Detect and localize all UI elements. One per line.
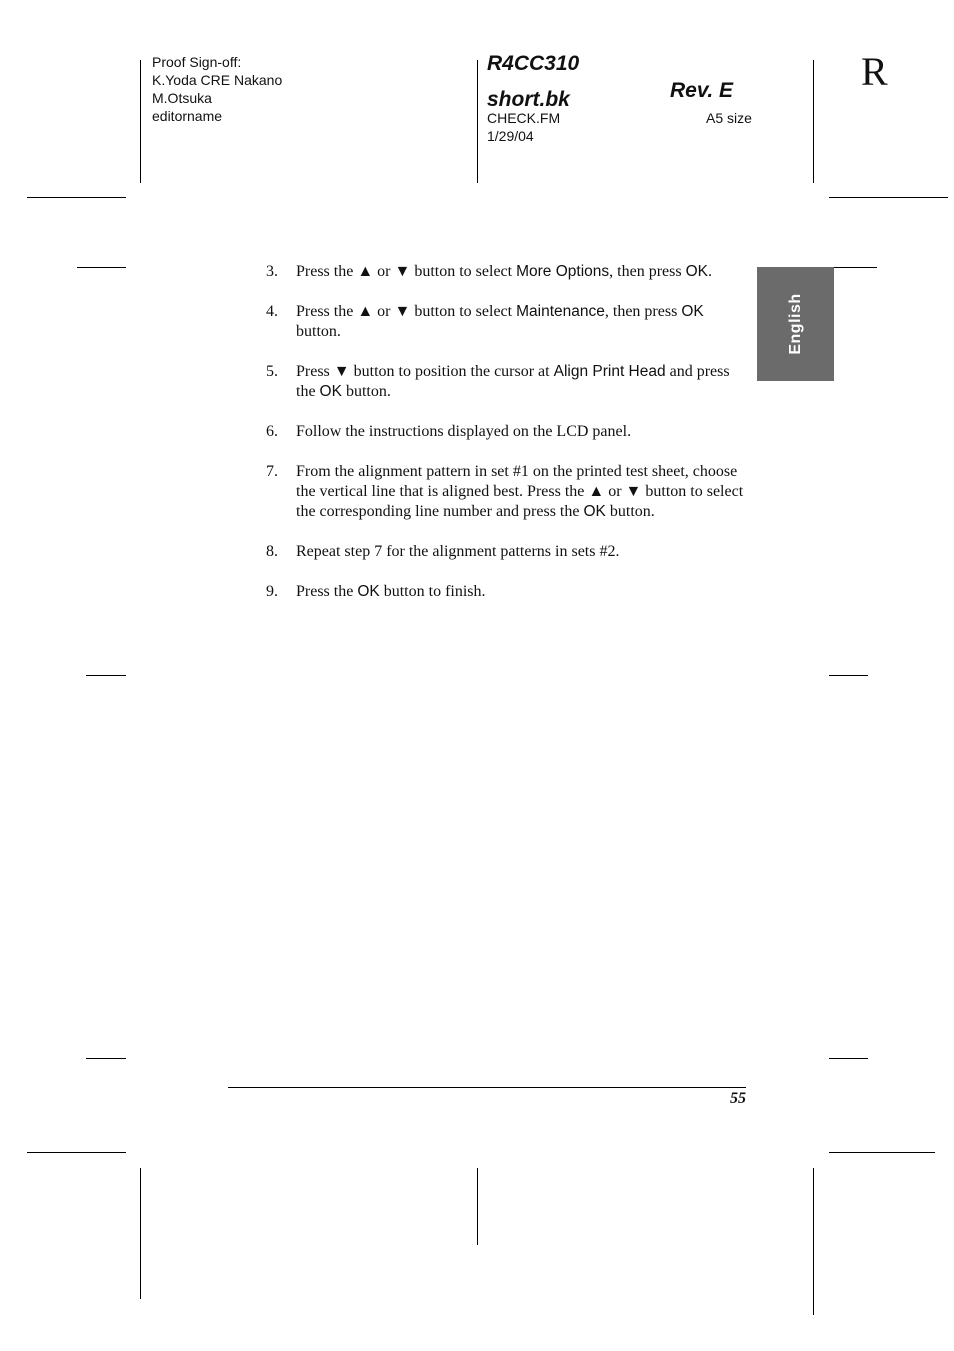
step-text-run: , then press	[604, 303, 682, 320]
up-arrow-icon: ▲	[357, 303, 374, 320]
step-text-run: Press the	[296, 303, 358, 320]
step-number: 9.	[266, 583, 278, 600]
proof-line: M.Otsuka	[152, 90, 212, 106]
step-item	[266, 422, 746, 442]
step-item	[266, 582, 746, 602]
down-arrow-icon: ▼	[394, 303, 411, 320]
crop-mark	[140, 1168, 141, 1299]
margin-mark	[77, 267, 126, 268]
proof-signoff	[152, 53, 282, 125]
step-number: 5.	[266, 363, 278, 380]
step-text	[296, 303, 704, 340]
step-text-run: or	[373, 263, 395, 280]
step-item	[266, 362, 746, 402]
margin-mark	[86, 1058, 126, 1059]
ui-label: OK	[319, 383, 342, 400]
crop-mark	[140, 60, 141, 183]
step-text-run: or	[373, 303, 395, 320]
step-text-run: button to select	[410, 303, 517, 320]
ui-label: OK	[681, 303, 704, 320]
step-text-run: button.	[296, 323, 341, 340]
ui-label: OK	[357, 583, 380, 600]
down-arrow-icon: ▼	[394, 263, 411, 280]
step-text-run: button to position the cursor at	[349, 363, 554, 380]
step-item	[266, 462, 746, 522]
step-number: 4.	[266, 303, 278, 320]
crop-mark	[813, 60, 814, 183]
step-item	[266, 262, 746, 282]
footer-rule	[228, 1087, 746, 1088]
file-date: 1/29/04	[487, 128, 534, 144]
step-text-run: .	[708, 263, 712, 280]
ui-label: More Options	[516, 263, 610, 280]
revision: Rev. E	[670, 79, 734, 102]
page-size: A5 size	[706, 110, 752, 126]
book-title	[487, 46, 579, 118]
step-text	[296, 583, 486, 600]
down-arrow-icon: ▼	[333, 363, 350, 380]
file-info	[487, 109, 560, 145]
step-text	[296, 423, 631, 440]
ui-label: Maintenance	[516, 303, 605, 320]
step-number: 3.	[266, 263, 278, 280]
step-text-run: and press the	[296, 363, 730, 400]
proof-line: editorname	[152, 108, 223, 124]
book-file: short.bk	[487, 88, 570, 111]
step-text	[296, 263, 712, 280]
step-number: 8.	[266, 543, 278, 560]
step-text-run: or	[604, 483, 626, 500]
step-text-run: Repeat step 7 for the alignment patterns in sets #2.	[296, 543, 620, 560]
step-text-run: Press the	[296, 583, 358, 600]
up-arrow-icon: ▲	[357, 263, 374, 280]
crop-mark	[829, 1152, 935, 1153]
step-text-run: Follow the instructions displayed on the LCD panel.	[296, 423, 632, 440]
step-text-run: button.	[605, 503, 655, 520]
ui-label: OK	[685, 263, 708, 280]
crop-mark	[27, 1152, 126, 1153]
down-arrow-icon: ▼	[625, 483, 642, 500]
step-text-run: , then press	[609, 263, 686, 280]
proof-line: Proof Sign-off:	[152, 54, 242, 70]
up-arrow-icon: ▲	[588, 483, 605, 500]
proof-line: K.Yoda CRE Nakano	[152, 72, 283, 88]
ui-label: Align Print Head	[553, 363, 666, 380]
step-text	[296, 543, 619, 560]
file-name: CHECK.FM	[487, 110, 561, 126]
procedure-steps	[266, 262, 746, 622]
crop-mark	[829, 197, 948, 198]
step-number: 6.	[266, 423, 278, 440]
step-text-run: button.	[341, 383, 391, 400]
book-code: R4CC310	[487, 52, 580, 75]
language-tab	[757, 267, 834, 381]
margin-mark	[829, 675, 868, 676]
step-text-run: button to finish.	[379, 583, 486, 600]
step-text-run: button to select the corresponding line number and press the	[296, 483, 744, 520]
crop-mark	[813, 1168, 814, 1315]
crop-mark	[477, 1168, 478, 1245]
step-text	[296, 363, 730, 400]
step-text	[296, 463, 743, 520]
crop-mark	[477, 60, 478, 183]
page-number: 55	[730, 1090, 746, 1107]
crop-mark	[27, 197, 126, 198]
step-text-run: Press the	[296, 263, 358, 280]
margin-mark	[86, 675, 126, 676]
step-text-run: button to select	[410, 263, 517, 280]
margin-mark	[829, 1058, 868, 1059]
corner-letter: R	[861, 49, 888, 94]
step-text-run: From the alignment pattern in set #1 on the printed test sheet, choose the vertical line that is aligned best. Press the	[296, 463, 738, 500]
margin-mark	[834, 267, 877, 268]
step-item	[266, 542, 746, 562]
step-number: 7.	[266, 463, 278, 480]
step-text-run: Press	[296, 363, 334, 380]
language-tab-label: English	[786, 293, 804, 355]
step-item	[266, 302, 746, 342]
ui-label: OK	[583, 503, 606, 520]
